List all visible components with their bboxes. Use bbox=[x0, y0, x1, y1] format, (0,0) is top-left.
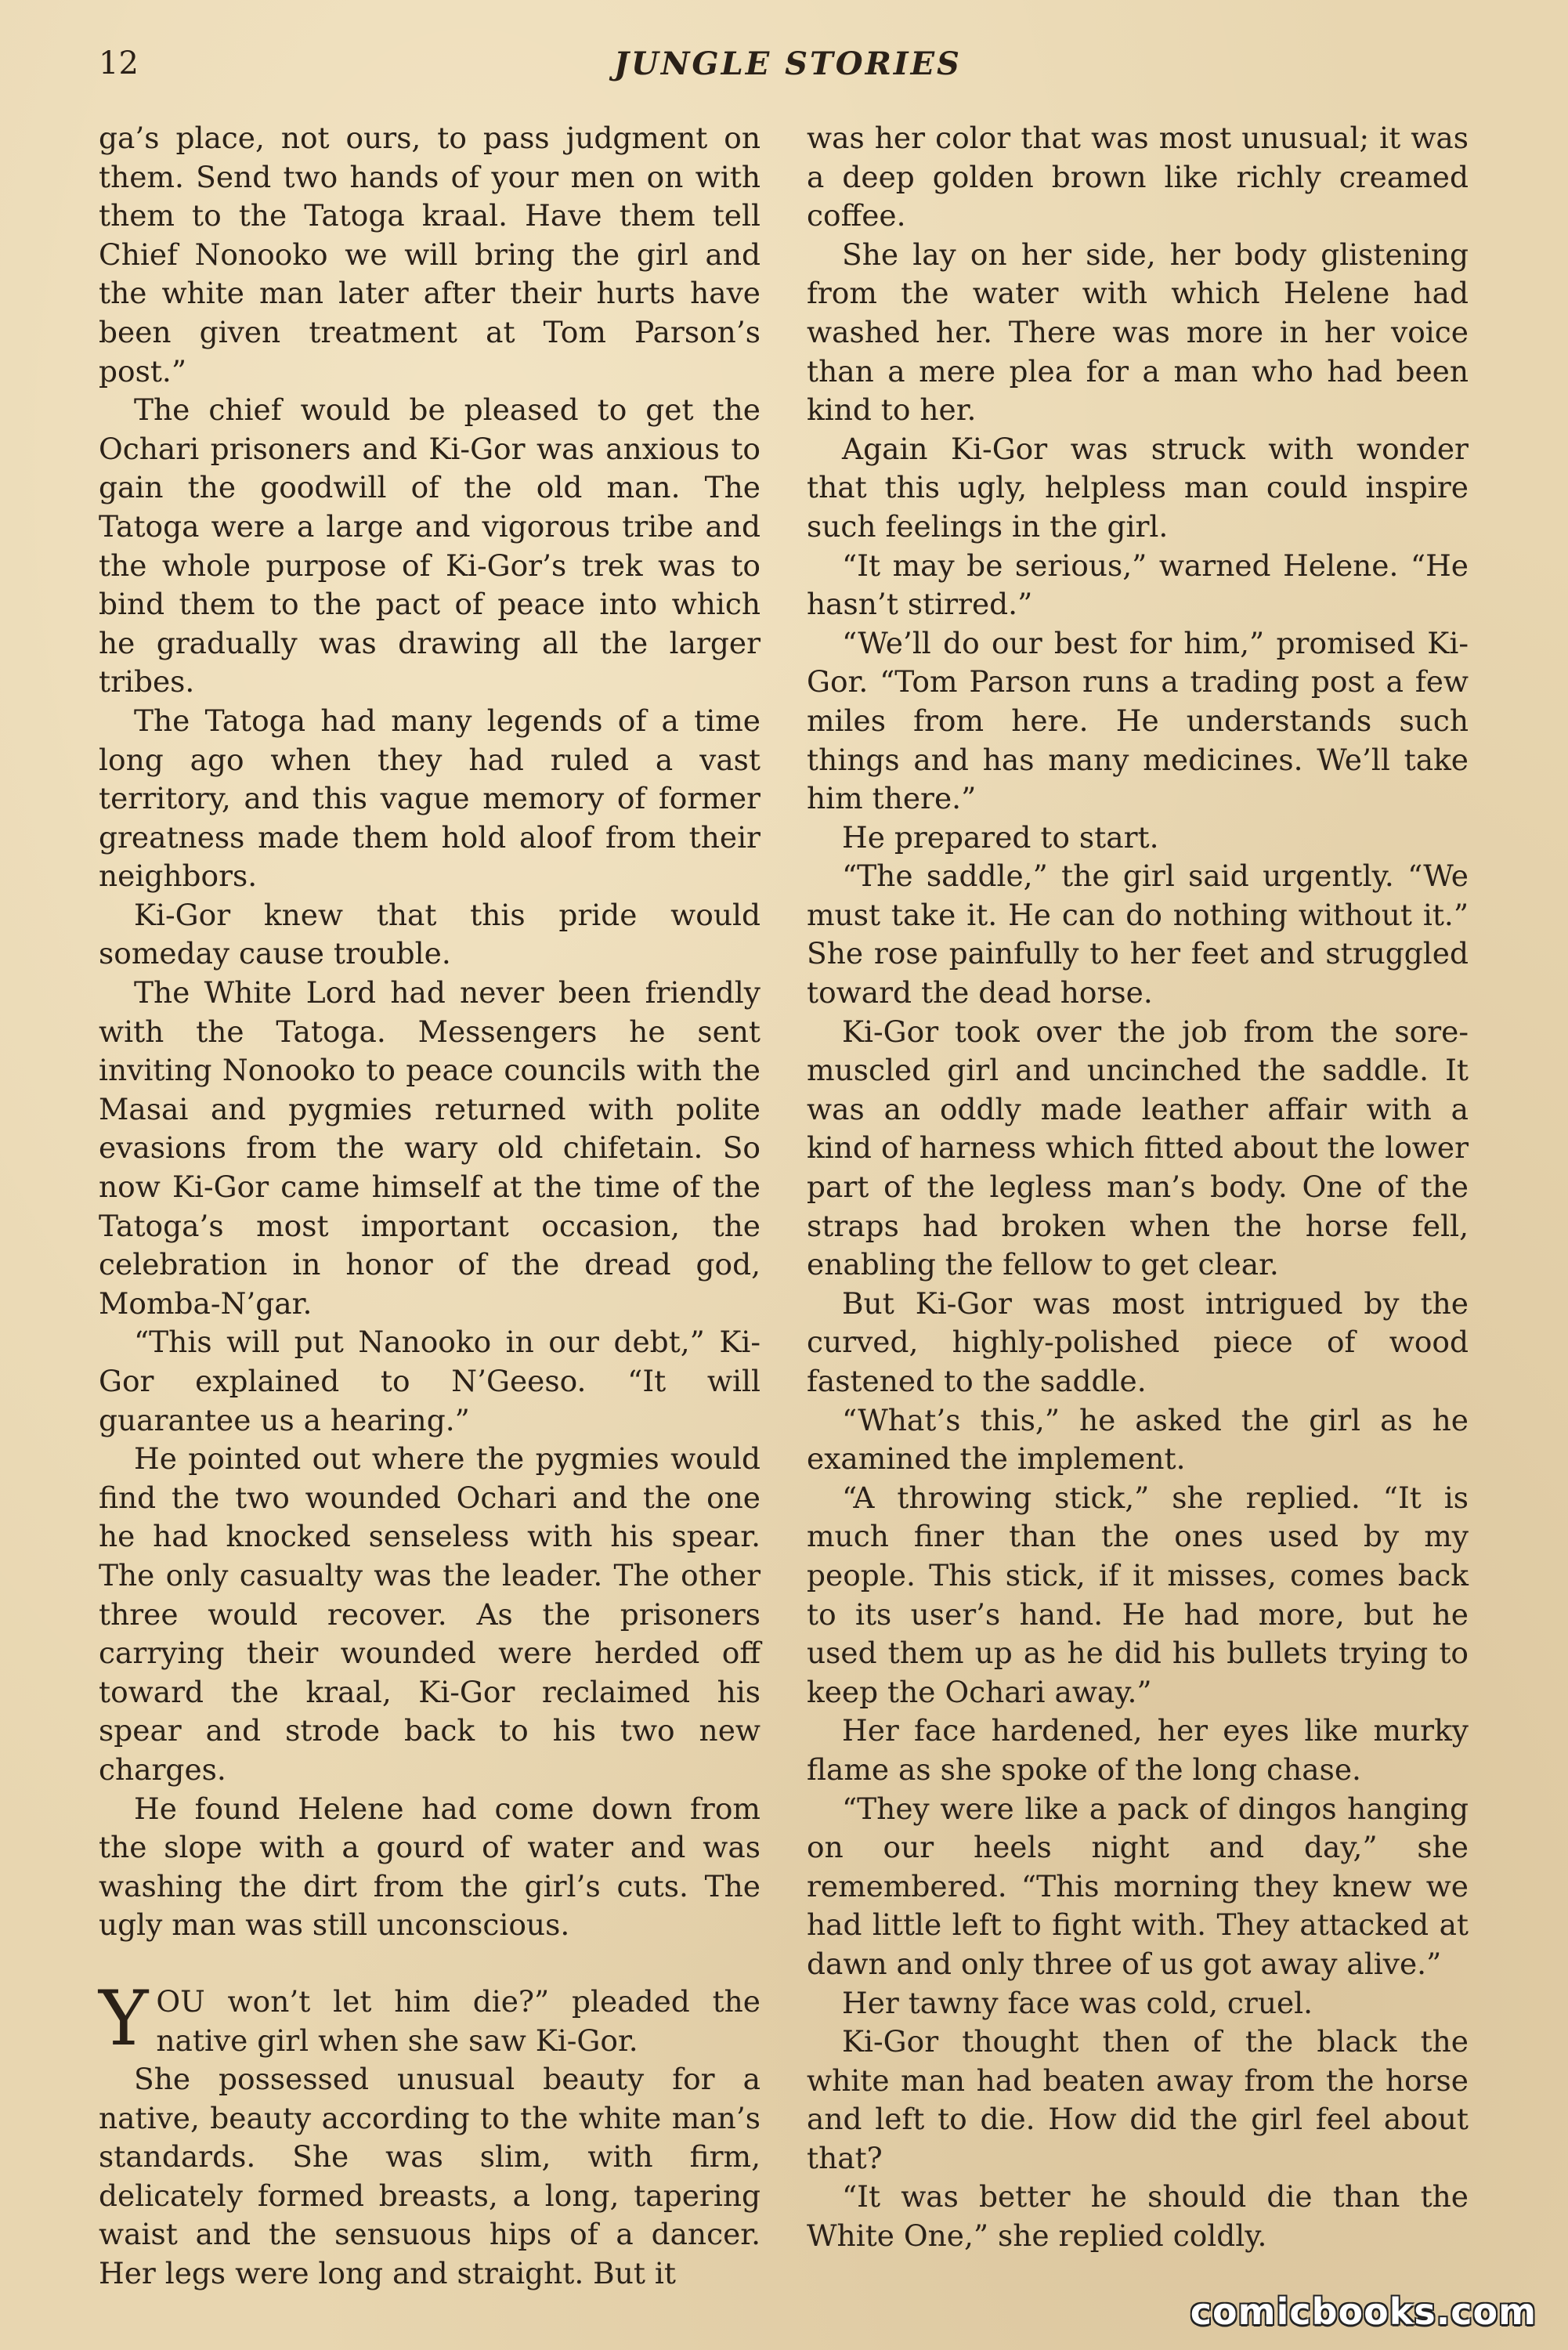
paragraph: Ki-Gor thought then of the black the white man had beaten away from the horse and left to die. How did the girl feel about that? bbox=[807, 2024, 1469, 2175]
paragraph: ga’s place, not ours, to pass judgment on them. Send two hands of your men on with them to the Tatoga kraal. Have them tell Chief Nonooko we will bring the girl and the white man later after their hurts have been given treatment at Tom Parson’s post.” bbox=[99, 121, 761, 389]
right-column bbox=[807, 119, 1469, 2256]
paragraph: “A throwing stick,” she replied. “It is much finer than the ones used by my people. This stick, if it misses, comes back to its user’s hand. He had more, but he used them up as he did his bullets trying to keep the Ochari away.” bbox=[807, 1480, 1469, 1709]
paragraph: But Ki-Gor was most intrigued by the curved, highly-polished piece of wood fastened to the saddle. bbox=[807, 1285, 1469, 1398]
paragraph: was her color that was most unusual; it was a deep golden brown like richly creamed coffee. bbox=[807, 121, 1469, 233]
paragraph: “The saddle,” the girl said urgently. “We must take it. He can do nothing without it.” She rose painfully to her feet and struggled toward the dead horse. bbox=[807, 859, 1469, 1010]
paragraph: She lay on her side, her body glistening from the water with which Helene had washed her. There was more in her voice than a mere plea for a man who had been kind to her. bbox=[807, 237, 1469, 428]
paragraph: “They were like a pack of dingos hanging on our heels night and day,” she remembered. “This morning they knew we had little left to fight with. They attacked at dawn and only three of us got away alive.” bbox=[807, 1791, 1469, 1981]
left-column bbox=[99, 119, 761, 2294]
paragraph: Her tawny face was cold, cruel. bbox=[842, 1985, 1313, 2020]
paragraph: “What’s this,” he asked the girl as he examined the implement. bbox=[807, 1402, 1469, 1477]
paragraph: “We’ll do our best for him,” promised Ki-Gor. “Tom Parson runs a trading post a few miles from here. He understands such things and has many medicines. We’ll take him there.” bbox=[807, 625, 1469, 816]
paragraph: He prepared to start. bbox=[842, 819, 1159, 855]
running-title: JUNGLE STORIES bbox=[614, 45, 962, 82]
page-number: 12 bbox=[99, 45, 139, 81]
dropcap-paragraph-text: OU won’t let him die?” pleaded the native girl when she saw Ki-Gor. bbox=[156, 1983, 761, 2058]
paragraph: Ki-Gor knew that this pride would someday cause trouble. bbox=[99, 897, 761, 971]
paragraph: “It may be serious,” warned Helene. “He hasn’t stirred.” bbox=[807, 548, 1469, 622]
paragraph: He found Helene had come down from the slope with a gourd of water and was washing the dirt from the girl’s cuts. The ugly man was still unconscious. bbox=[99, 1791, 761, 1943]
paragraph: Again Ki-Gor was struck with wonder that this ugly, helpless man could inspire such feelings in the girl. bbox=[807, 431, 1469, 544]
dropcap-paragraph bbox=[99, 1974, 761, 2063]
page-header bbox=[99, 45, 1477, 92]
site-watermark: comicbooks.com bbox=[1190, 2290, 1537, 2333]
paragraph: He pointed out where the pygmies would find the two wounded Ochari and the one he had knocked senseless with his spear. The only casualty was the leader. The other three would recover. As the prisoners carrying their wounded were herded off toward the kraal, Ki-Gor reclaimed his spear and strode back to his two new charges. bbox=[99, 1441, 761, 1787]
paragraph: She possessed unusual beauty for a native, beauty according to the white man’s standards. She was slim, with firm, delicately formed breasts, a long, tapering waist and the sensuous hips of a dancer. Her legs were long and straight. But it bbox=[99, 2062, 761, 2291]
paragraph: The chief would be pleased to get the Ochari prisoners and Ki-Gor was anxious to gain the goodwill of the old man. The Tatoga were a large and vigorous tribe and the whole purpose of Ki-Gor’s trek was to bind them to the pact of peace into which he gradually was drawing all the larger tribes. bbox=[99, 392, 761, 700]
paragraph: Ki-Gor took over the job from the sore-muscled girl and uncinched the saddle. It was an oddly made leather affair with a kind of harness which fitted about the lower part of the legless man’s body. One of the straps had broken when the horse fell, enabling the fellow to get clear. bbox=[807, 1014, 1469, 1282]
section-break bbox=[99, 1945, 761, 1983]
paragraph: Her face hardened, her eyes like murky flame as she spoke of the long chase. bbox=[807, 1713, 1469, 1787]
paragraph: “This will put Nanooko in our debt,” Ki-Gor explained to N’Geeso. “It will guarantee us a hearing.” bbox=[99, 1325, 761, 1437]
drop-cap-letter: Y bbox=[99, 1974, 149, 2063]
paragraph: The White Lord had never been friendly with the Tatoga. Messengers he sent inviting Nonooko to peace councils with the Masai and pygmies returned with polite evasions from the wary old chifetain. So now Ki-Gor came himself at the time of the Tatoga’s most important occasion, the celebration in honor of the dread god, Momba-N’gar. bbox=[99, 975, 761, 1321]
paragraph: The Tatoga had many legends of a time long ago when they had ruled a vast territory, and this vague memory of former greatness made them hold aloof from their neighbors. bbox=[99, 703, 761, 894]
paragraph: “It was better he should die than the White One,” she replied coldly. bbox=[807, 2179, 1469, 2254]
